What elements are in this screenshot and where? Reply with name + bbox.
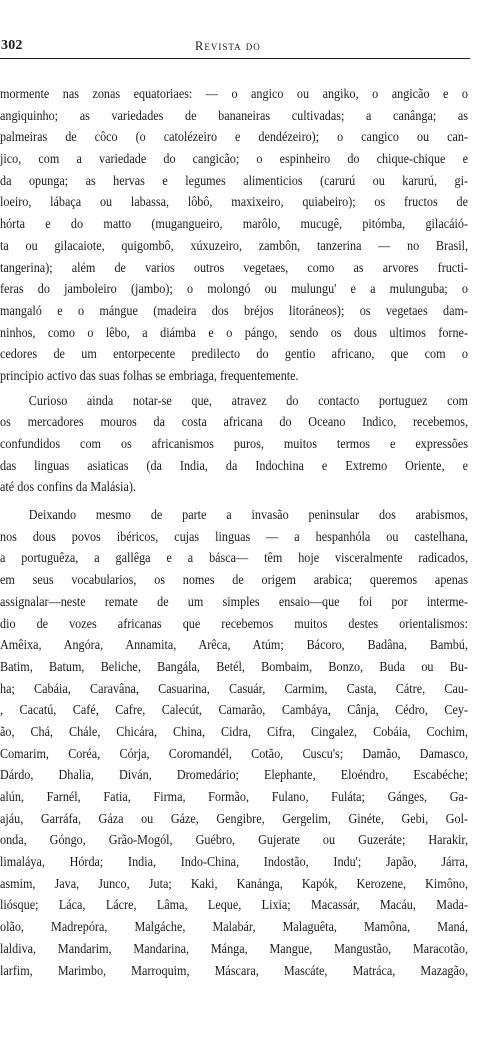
text-line: larfim, Marimbo, Marroquim, Máscara, Mascáte, Matráca, Mazagão, xyxy=(0,962,468,978)
text-line: Comarim, Coréa, Córja, Coromandél, Cotão, Cuscu's; Damão, Damasco, xyxy=(0,745,468,761)
text-line: Deixando mesmo de parte a invasão peninsular dos arabismos, xyxy=(28,507,468,523)
text-line: cedores de um entorpecente predilecto do gentio africano, que com o xyxy=(0,346,468,362)
text-line: ta ou gilacaiote, quigombô, xúxuzeiro, zambôn, tanzerina — no Brasil, xyxy=(0,237,468,253)
page-number: 302 xyxy=(1,38,23,53)
text-line: alún, Farnél, Fatia, Firma, Formão, Fulano, Fuláta; Gánges, Ga- xyxy=(0,789,468,804)
text-line: hórta e do matto (mugangueiro, marôlo, mucugê, pitómba, gilacáió- xyxy=(0,216,468,232)
text-line: liósque; Láca, Lácre, Lâma, Leque, Lixia; Macassár, Macáu, Mada- xyxy=(0,897,468,913)
text-line: laldiva, Mandarim, Mandarina, Mánga, Mangue, Mangustão, Maracotão, xyxy=(0,940,468,956)
text-line: feras do jamboleiro (jambo); o molongó ou mulungu' e a mulunguba; o xyxy=(0,281,468,297)
text-line: até dos confins da Malásia). xyxy=(0,479,136,495)
paragraph xyxy=(0,83,468,387)
text-line: nos dous povos ibéricos, cujas linguas — a hespanhóla ou castelhana, xyxy=(0,528,468,544)
text-line: asmim, Java, Junco, Juta; Kaki, Kanánga, Kapók, Kerozene, Kimôno, xyxy=(0,875,468,891)
text-line: olão, Madrepóra, Malgáche, Malabár, Malaguêta, Mamôna, Maná, xyxy=(0,919,468,935)
text-line: os mercadores mouros da costa africana do Oceano Indico, recebemos, xyxy=(0,414,468,430)
text-line: confundidos com os africanismos puros, muitos termos e expressões xyxy=(0,436,468,451)
page-header xyxy=(0,36,470,59)
text-line: tangerina); além de varios outros vegetaes, como as arvores fructi- xyxy=(0,259,468,275)
text-line: Amêixa, Angóra, Annamita, Arêca, Atúm; Bácoro, Badâna, Bambú, xyxy=(0,637,468,653)
text-line: das linguas asiaticas (da India, da Indochina e Extremo Oriente, e xyxy=(0,457,468,473)
text-line: Dárdo, Dhalia, Diván, Dromedário; Elephante, Eloéndro, Escabéche; xyxy=(0,767,468,783)
text-line: limaláya, Hórda; India, Indo-China, Indostão, Indu'; Japão, Járra, xyxy=(0,854,468,870)
text-line: loeiro, lábaça ou labassa, lôbô, maxixeiro, quiabeiro); os fructos de xyxy=(0,194,468,210)
text-line: a portuguêza, a gallêga e a básca— têm hoje visceralmente radicados, xyxy=(0,550,468,566)
text-line: ajáu, Garráfa, Gáza ou Gáze, Gengibre, Gergelim, Ginéte, Gebi, Gol- xyxy=(0,810,468,826)
running-title: Revista do xyxy=(195,39,261,53)
text-line: assignalar—neste remate de um simples ensaio—que foi por interme- xyxy=(0,593,468,609)
text-line: ão, Chá, Chále, Chicára, China, Cidra, Cifra, Cingalez, Cobáia, Cochim, xyxy=(0,723,468,739)
text-line: Batim, Batum, Beliche, Bangála, Betél, Bombaim, Bonzo, Buda ou Bu- xyxy=(0,658,468,674)
text-line: Curioso ainda notar-se que, atravez do contacto portuguez com xyxy=(28,392,468,408)
text-line: ha; Cabáia, Caravâna, Casuarina, Casuár, Carmim, Casta, Cátre, Cau- xyxy=(0,680,468,696)
paragraph xyxy=(0,390,468,498)
text-line: mangaló e o mángue (madeira dos bréjos litoráneos); os vegetaes dam- xyxy=(0,302,468,318)
text-line: ninhos, como o lêbo, a diámba e o pángo, sendo os dous ultimos forne- xyxy=(0,324,468,340)
paragraph xyxy=(0,504,468,981)
text-line: , Cacatú, Café, Cafre, Calecút, Camarão, Cambáya, Cânja, Cédro, Cey- xyxy=(0,702,468,718)
text-line: em seus vocabularios, os nomes de origem arabica; queremos apenas xyxy=(0,572,468,588)
body-text xyxy=(0,83,468,981)
text-line: jico, com a variedade do cangicão; o espinheiro do chique-chique e xyxy=(0,151,468,167)
text-line: dio de vozes africanas que recebemos muitos destes orientalismos: xyxy=(0,615,468,631)
text-line: principio activo das suas folhas se embriaga, frequentemente. xyxy=(0,367,299,383)
text-line: palmeiras de côco (o catolézeiro e dendézeiro); o cangico ou can- xyxy=(0,129,468,145)
text-line: mormente nas zonas equatoriaes: — o angico ou angiko, o angicão e o xyxy=(0,86,468,101)
text-line: onda, Góngo, Grão-Mogól, Guébro, Gujerate ou Guzeráte; Harakir, xyxy=(0,832,468,848)
text-line: angiquinho; as variedades de bananeiras cultivadas; a canânga; as xyxy=(0,107,468,123)
text-line: da opunga; as hervas e legumes alimenticios (carurú ou karurú, gi- xyxy=(0,172,468,188)
